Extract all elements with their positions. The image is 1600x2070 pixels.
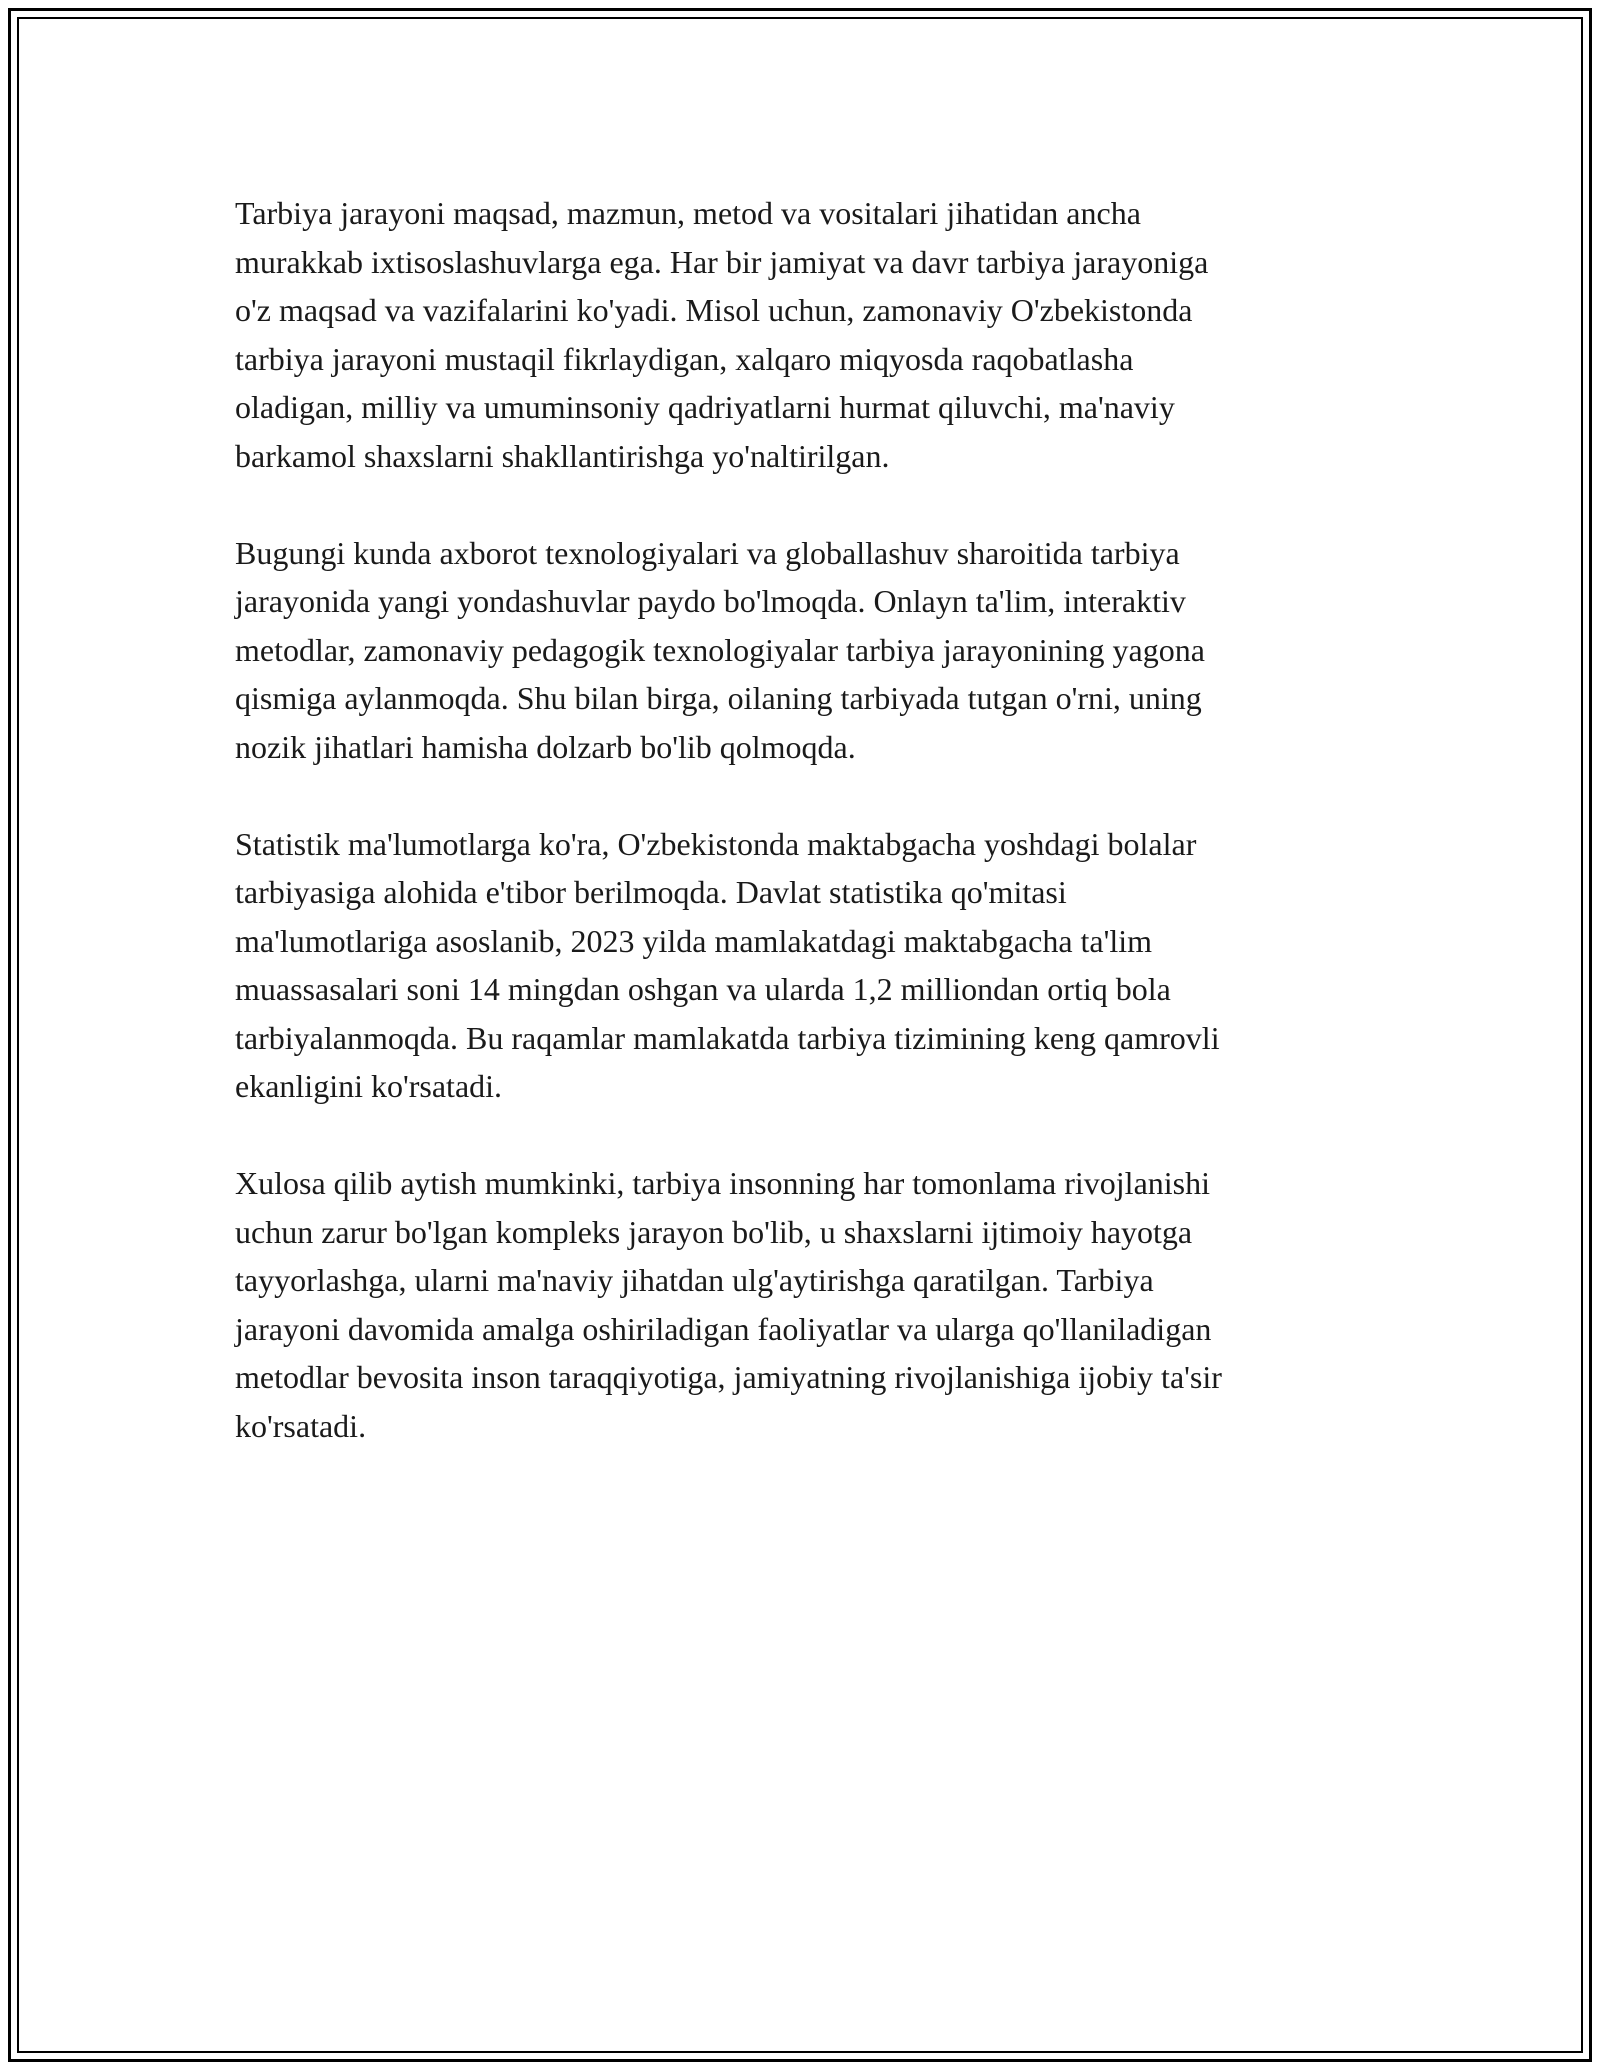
paragraph-statistics: Statistik ma'lumotlarga ko'ra, O'zbekistonda maktabgacha yoshdagi bolalar tarbiyasiga alohida e'tibor berilmoqda. Davlat statistika qo'mitasi ma'lumotlariga asoslanib, 2023 yilda mamlakatdagi maktabgacha ta'lim muassasalari soni 14 mingdan oshgan va ularda 1,2 milliondan ortiq bola tarbiyalanmoqda. Bu raqamlar mamlakatda tarbiya tizimining keng qamrovli ekanligini ko'rsatadi. — [235, 825, 1220, 1104]
paragraph-intro: Tarbiya jarayoni maqsad, mazmun, metod va vositalari jihatidan ancha murakkab ixtisoslashuvlarga ega. Har bir jamiyat va davr tarbiya jarayoniga o'z maqsad va vazifalarini ko'yadi. Misol uchun, zamonaviy O'zbekistonda tarbiya jarayoni mustaqil fikrlaydigan, xalqaro miqyosda raqobatlasha oladigan, milliy va umuminsoniy qadriyatlarni hurmat qiluvchi, ma'naviy barkamol shaxslarni shakllantirishga yo'naltirilgan. — [235, 195, 1209, 474]
paragraph-conclusion: Xulosa qilib aytish mumkinki, tarbiya insonning har tomonlama rivojlanishi uchun zarur bo'lgan kompleks jarayon bo'lib, u shaxslarni ijtimoiy hayotga tayyorlashga, ularni ma'naviy jihatdan ulg'aytirishga qaratilgan. Tarbiya jarayoni davomida amalga oshiriladigan faoliyatlar va ularga qo'llaniladigan metodlar bevosita inson taraqqiyotiga, jamiyatning rivojlanishiga ijobiy ta'sir ko'rsatadi. — [235, 1165, 1222, 1444]
paragraph-modern-approaches: Bugungi kunda axborot texnologiyalari va globallashuv sharoitida tarbiya jarayonida yangi yondashuvlar paydo bo'lmoqda. Onlayn ta'lim, interaktiv metodlar, zamonaviy pedagogik texnologiyalar tarbiya jarayonining yagona qismiga aylanmoqda. Shu bilan birga, oilaning tarbiyada tutgan o'rni, uning nozik jihatlari hamisha dolzarb bo'lib qolmoqda. — [235, 534, 1205, 765]
document-body — [235, 189, 1385, 1499]
